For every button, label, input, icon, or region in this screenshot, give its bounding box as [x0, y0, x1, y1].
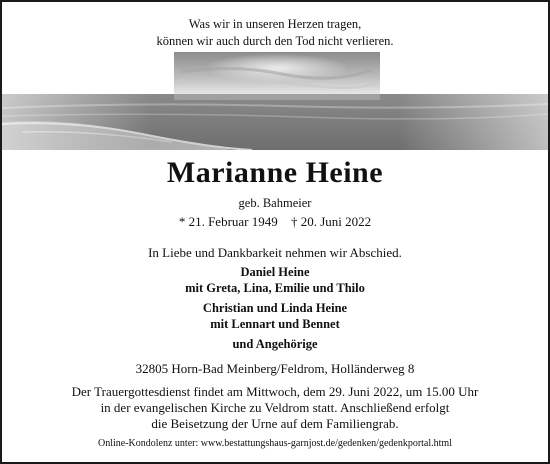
- beach-image: [2, 52, 548, 150]
- family-line: und Angehörige: [232, 337, 318, 351]
- family-line: Daniel Heine: [240, 265, 310, 279]
- family-line: mit Greta, Lina, Emilie und Thilo: [185, 281, 365, 295]
- sea-photo: [2, 52, 548, 150]
- deceased-name: Marianne Heine: [166, 156, 384, 189]
- birth-date: * 21. Februar 1949: [178, 214, 278, 229]
- farewell-text: In Liebe und Dankbarkeit nehmen wir Abschied.: [148, 245, 402, 260]
- service-line-3: die Beisetzung der Urne auf dem Familiengrab.: [151, 416, 399, 431]
- quote-line-1: Was wir in unseren Herzen tragen,: [188, 17, 362, 31]
- birth-name: geb. Bahmeier: [238, 196, 312, 210]
- service-line-2: in der evangelischen Kirche zu Veldrom statt. Anschließend erfolgt: [100, 400, 450, 415]
- death-date: † 20. Juni 2022: [291, 214, 372, 229]
- quote-line-2: können wir auch durch den Tod nicht verlieren.: [156, 34, 394, 48]
- service-notice: [2, 384, 548, 432]
- online-condolence: Online-Kondolenz unter: www.bestattungshaus-garnjost.de/gedenken/gedenkportal.html: [98, 438, 452, 449]
- service-line-1: Der Trauergottesdienst findet am Mittwoch, dem 29. Juni 2022, um 15.00 Uhr: [71, 384, 479, 399]
- family-address: 32805 Horn-Bad Meinberg/Feldrom, Holländerweg 8: [135, 361, 415, 376]
- memorial-quote: [2, 16, 548, 50]
- family-line: Christian und Linda Heine: [202, 301, 348, 315]
- life-dates: [2, 213, 548, 230]
- family-line: mit Lennart und Bennet: [210, 317, 340, 331]
